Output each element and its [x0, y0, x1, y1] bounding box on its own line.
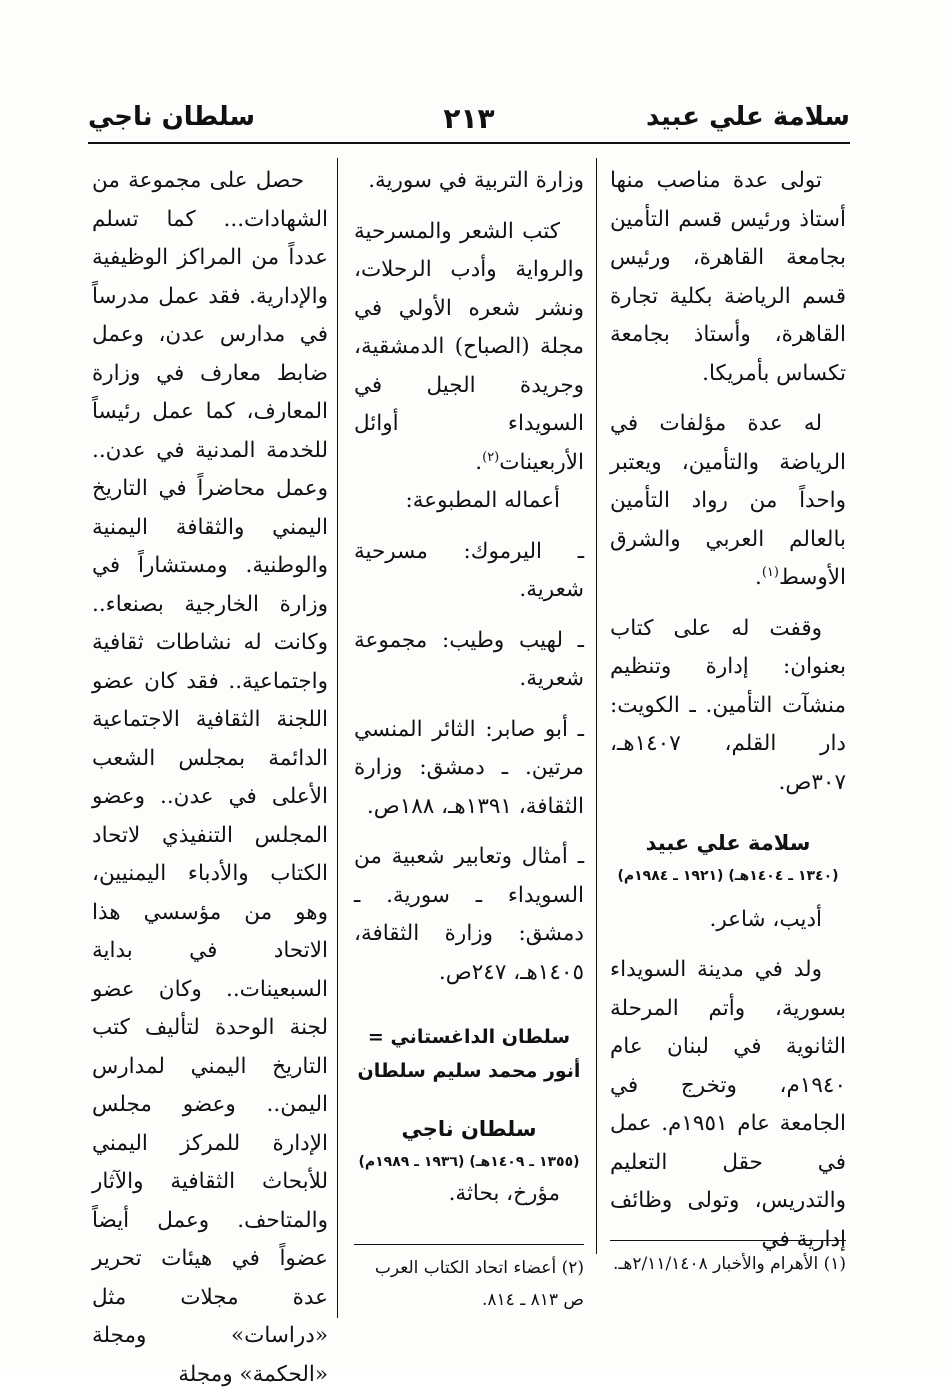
paragraph [354, 213, 584, 483]
footnote-1: (١) الأهرام والأخبار ٢/١١/١٤٠٨هـ. [612, 1254, 846, 1274]
paragraph: وزارة التربية في سورية. [368, 168, 584, 193]
paragraph: مؤرخ، بحاثة. [448, 1180, 560, 1206]
works-title: أعماله المطبوعة: [405, 488, 560, 513]
work-item: ـ اليرموك: مسرحية شعرية. [354, 538, 584, 602]
paragraph: أديب، شاعر. [709, 906, 822, 932]
column-middle [354, 162, 584, 1213]
work-item: ـ لهيب وطيب: مجموعة شعرية. [354, 627, 584, 691]
paragraph-text: كتب الشعر والمسرحية والرواية وأدب الرحلات، ونشر شعره الأولي في مجلة (الصباح) الدمشقية، وجريدة الجيل في السويداء أوائل الأربعينات [354, 218, 584, 475]
entry-dates: (١٣٥٥ ـ ١٤٠٩هـ) (١٩٣٦ ـ ١٩٨٩م) [358, 1153, 580, 1170]
paragraph-end: . [754, 565, 762, 590]
footnote-2: (٢) أعضاء اتحاد الكتاب العرب ص ٨١٣ ـ ٨١٤. [374, 1258, 584, 1310]
column-divider-right [596, 158, 597, 1254]
entry-dates: (١٣٤٠ ـ ١٤٠٤هـ) (١٩٢١ ـ ١٩٨٤م) [617, 867, 839, 884]
header-right-title: سلامة علي عبيد [646, 102, 850, 132]
column-right [610, 162, 846, 1259]
footnote-rule [610, 1240, 846, 1241]
entry-name: سلامة علي عبيد [645, 831, 811, 855]
cross-reference-heading: سلطان الداغستاني = أنور محمد سليم سلطان [357, 1026, 581, 1082]
header-left-title: سلطان ناجي [88, 102, 256, 132]
paragraph: حصل على مجموعة من الشهادات... كما تسلم عدداً من المراكز الوظيفية والإدارية. فقد عمل مدرساً في مدارس عدن، وعمل ضابط معارف في وزارة المعارف، كما عمل رئيساً للخدمة المدنية في عدن.. وعمل محاضراً في التاريخ اليمني والثقافة اليمنية والوطنية. ومستشاراً في وزارة الخارجية بصنعاء.. وكانت له نشاطات ثقافية واجتماعية.. فقد كان عضو اللجنة الثقافية الاجتماعية الدائمة بمجلس الشعب الأعلى في عدن.. وعضو المجلس التنفيذي لاتحاد الكتاب والأدباء اليمنيين، وهو من مؤسسي هذا الاتحاد في بداية السبعينات.. وكان عضو لجنة الوحدة لتأليف كتب التاريخ اليمني لمدارس اليمن.. وعضو مجلس الإدارة للمركز اليمني للأبحاث الثقافية والآثار والمتاحف. وعمل أيضاً عضواً في هيئات تحرير عدة مجلات مثل «دراسات» ومجلة «الحكمة» ومجلة [92, 168, 328, 1387]
header-rule [88, 142, 850, 144]
footnote-ref: (٢) [482, 449, 500, 465]
paragraph-end: . [475, 449, 483, 475]
column-left [92, 162, 328, 1394]
entry-name: سلطان ناجي [401, 1117, 537, 1141]
paragraph [610, 405, 846, 598]
paragraph: تولى عدة مناصب منها أستاذ ورئيس قسم التأمين بجامعة القاهرة، ورئيس قسم الرياضة بكلية تجارة القاهرة، وأستاذ بجامعة تكساس بأمريكا. [610, 168, 846, 386]
footnote-ref: (١) [761, 564, 779, 580]
paragraph-text: له عدة مؤلفات في الرياضة والتأمين، ويعتبر واحداً من رواد التأمين بالعالم العربي والشرق الأوسط [610, 411, 846, 590]
work-item: ـ أبو صابر: الثائر المنسي مرتين. ـ دمشق: وزارة الثقافة، ١٣٩١هـ، ١٨٨ص. [354, 716, 584, 819]
running-header [88, 96, 850, 140]
column-divider-left [337, 158, 338, 1318]
footnote-rule [354, 1244, 584, 1245]
paragraph: وقفت له على كتاب بعنوان: إدارة وتنظيم منشآت التأمين. ـ الكويت: دار القلم، ١٤٠٧هـ، ٣٠٧ص. [610, 615, 846, 795]
paragraph: ولد في مدينة السويداء بسورية، وأتم المرحلة الثانوية في لبنان عام ١٩٤٠م، وتخرج في الجامعة عام ١٩٥١م. عمل في حقل التعليم والتدريس، وتولى وظائف إدارية في [610, 957, 846, 1252]
page-number: ٢١٣ [443, 102, 495, 135]
work-item: ـ أمثال وتعابير شعبية من السويداء ـ سورية. ـ دمشق: وزارة الثقافة، ١٤٠٥هـ، ٢٤٧ص. [354, 844, 584, 985]
